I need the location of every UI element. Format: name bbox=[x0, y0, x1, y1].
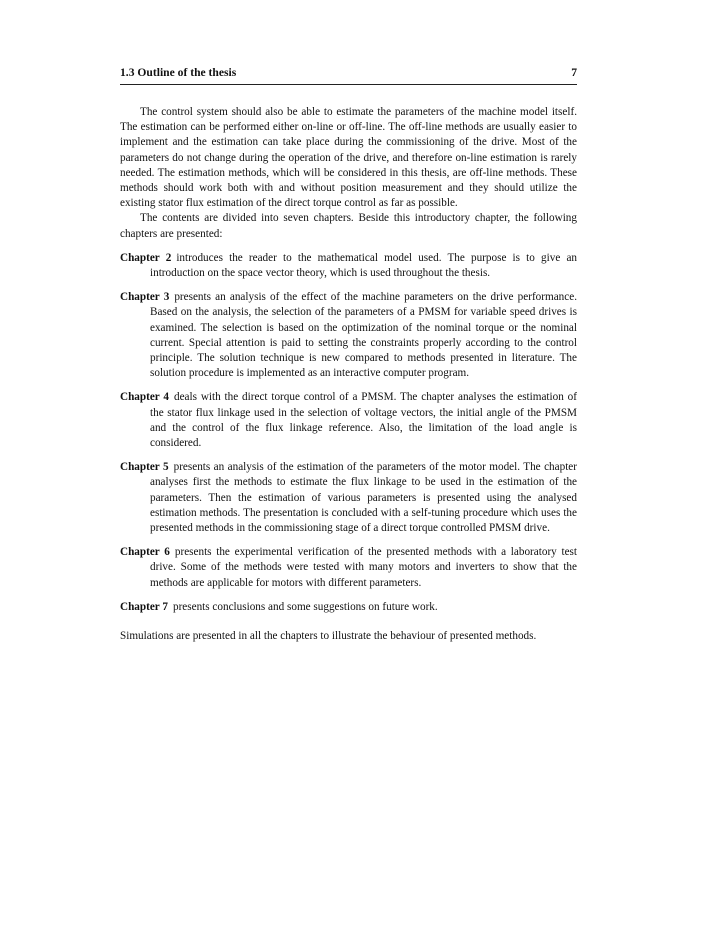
chapter-item-2 bbox=[120, 251, 577, 281]
closing-paragraph: Simulations are presented in all the chapters to illustrate the behaviour of presented methods. bbox=[120, 630, 537, 643]
section-title: 1.3 Outline of the thesis bbox=[120, 66, 237, 79]
page bbox=[120, 66, 577, 644]
chapter-description: introduces the reader to the mathematical model used. The purpose is to give an introduction on the space vector theory, which is used throughout the thesis. bbox=[150, 251, 578, 280]
chapter-description: presents the experimental verification of the presented methods with a laboratory test drive. Some of the methods were tested with many motors and inverters to show that the methods are applicable for motors with different parameters. bbox=[150, 546, 577, 589]
chapter-description: presents an analysis of the effect of the machine parameters on the drive performance. Based on the analysis, the selection of the parameters of a PMSM for variable speed drives is examined. The selection is based on the optimization of the nominal torque or the nominal current. Special attention is paid to setting the constraints properly according to the control principle. The solution technique is new compared to methods presented in literature. The solution procedure is implemented as an interactive computer program. bbox=[150, 291, 577, 380]
chapter-term: Chapter 3 bbox=[120, 291, 170, 304]
page-number: 7 bbox=[571, 66, 577, 79]
chapter-item-3 bbox=[120, 290, 577, 381]
paragraph-contents: The contents are divided into seven chapters. Beside this introductory chapter, the following chapters are presented: bbox=[120, 212, 577, 240]
chapter-term: Chapter 7 bbox=[120, 600, 168, 613]
running-head bbox=[120, 66, 577, 85]
chapter-item-4 bbox=[120, 390, 577, 451]
body-text bbox=[120, 105, 577, 644]
chapter-term: Chapter 4 bbox=[120, 391, 169, 404]
chapter-item-5 bbox=[120, 460, 577, 536]
chapter-item-6 bbox=[120, 545, 577, 591]
chapter-term: Chapter 5 bbox=[120, 461, 169, 474]
chapter-item-7 bbox=[120, 600, 577, 615]
paragraph-estimation: The control system should also be able to estimate the parameters of the machine model itself. The estimation can be performed either on-line or off-line. The off-line methods are usually easier to implement and the estimation can take place during the commissioning of the drive. Most of the parameters do not change during the operation of the drive, and therefore on-line estimation is rarely needed. The estimation methods, which will be considered in this thesis, are off-line methods. These methods should work both with and without position measurement and they should utilize the existing stator flux estimation of the direct torque control as far as possible. bbox=[120, 106, 577, 210]
chapter-term: Chapter 6 bbox=[120, 546, 170, 559]
chapter-description: deals with the direct torque control of a PMSM. The chapter analyses the estimation of the stator flux linkage used in the selection of voltage vectors, the initial angle of the PMSM and the control of the flux linkage reference. Also, the limitation of the load angle is considered. bbox=[150, 391, 577, 450]
chapter-description: presents conclusions and some suggestions on future work. bbox=[172, 600, 438, 613]
chapter-term: Chapter 2 bbox=[120, 251, 172, 264]
chapter-list bbox=[120, 251, 577, 615]
chapter-description: presents an analysis of the estimation of the parameters of the motor model. The chapter analyses first the methods to estimate the flux linkage to be used in the estimation of the parameters. Then the estimation of various parameters is presented using the analysed estimation methods. The presentation is concluded with a self-tuning procedure which uses the presented methods in the commissioning stage of a direct torque controlled PMSM drive. bbox=[150, 461, 577, 535]
